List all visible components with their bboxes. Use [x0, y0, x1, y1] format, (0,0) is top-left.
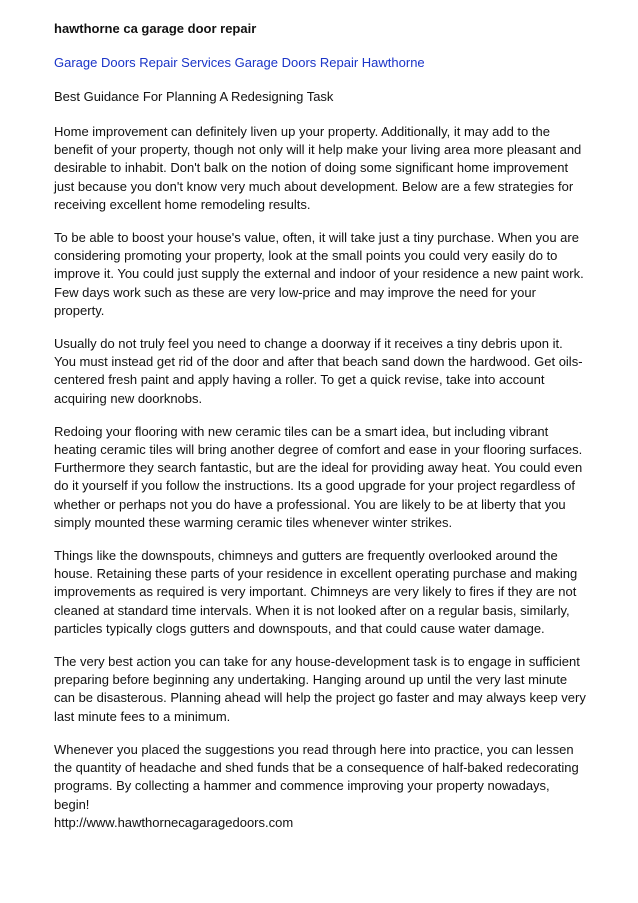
- title-link-line: [54, 55, 586, 71]
- paragraph-5: Things like the downspouts, chimneys and gutters are frequently overlooked around the house. Retaining these parts of your residence in excellent operating purchase and making improvements as required is very important. Chimneys are very likely to fires if they are not cleaned at standard time intervals. When it is not looked after on a regular basis, similarly, particles typically clogs gutters and downspouts, and that could cause water damage.: [54, 548, 578, 636]
- paragraph-1: Home improvement can definitely liven up your property. Additionally, it may add to the benefit of your property, though not only will it help make your living area more pleasant and desirable to inhabit. Don't balk on the notion of doing some significant home improvement just because you don't know very much about development. Below are a few strategies for receiving excellent home remodeling results.: [54, 124, 582, 212]
- paragraph-2: To be able to boost your house's value, often, it will take just a tiny purchase. When you are considering promoting your property, look at the small points you could very easily do to improve it. You could just supply the external and indoor of your residence a new paint work. Few days work such as these are very low-price and may improve the need for your property.: [54, 230, 584, 318]
- paragraph-7: [54, 741, 586, 832]
- paragraph-3: Usually do not truly feel you need to change a doorway if it receives a tiny debris upon it. You must instead get rid of the door and after that beach sand down the hardwood. Get oils-centered fresh paint and apply having a roller. To get a quick revise, take into account acquiring new doorknobs.: [54, 336, 583, 406]
- paragraph-6: The very best action you can take for any house-development task is to engage in sufficient preparing before beginning any undertaking. Hanging around up until the very last minute can be disasterous. Planning ahead will help the project go faster and may always keep very last minute fees to a minimum.: [54, 654, 586, 724]
- services-link[interactable]: Garage Doors Repair Services Garage Doors Repair Hawthorne: [54, 55, 425, 70]
- footer-url: http://www.hawthornecagaragedoors.com: [54, 814, 294, 830]
- paragraph-7-text: Whenever you placed the suggestions you read through here into practice, you can lessen the quantity of headache and shed funds that be a consequence of half-baked redecorating programs. By collecting a hammer and commence improving your property nowadays, begin!: [54, 741, 579, 812]
- paragraph-4: Redoing your flooring with new ceramic tiles can be a smart idea, but including vibrant heating ceramic tiles will bring another degree of comfort and ease in your flooring surfaces. Furthermore they search fantastic, but are the ideal for providing away heat. You could even do it yourself if you follow the instructions. Its a good upgrade for your project regardless of whether or perhaps not you do have a professional. You are likely to be at liberty that you simply mounted these warming ceramic tiles whenever winter strikes.: [54, 423, 583, 530]
- article-subtitle: Best Guidance For Planning A Redesigning Task: [54, 89, 334, 104]
- document-title: hawthorne ca garage door repair: [54, 21, 257, 36]
